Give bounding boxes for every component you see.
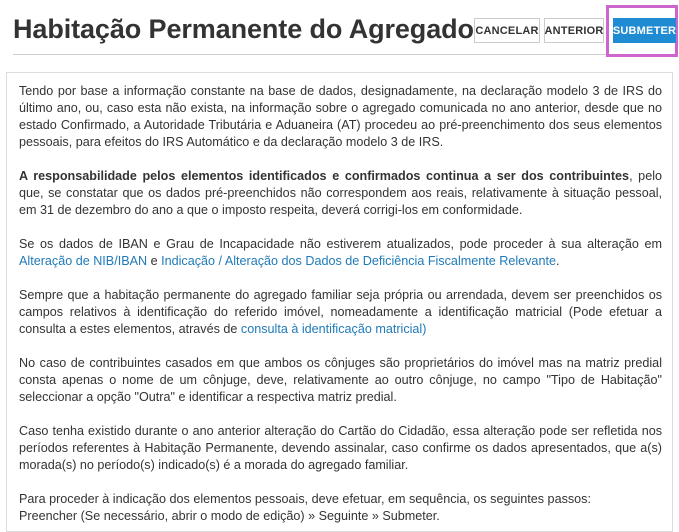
paragraph-iban [19, 236, 662, 270]
responsibility-bold-text: A responsabilidade pelos elementos identificados e confirmados continua a ser dos contribuintes [19, 169, 630, 183]
property-registry-link[interactable]: consulta à identificação matricial) [240, 322, 427, 336]
page-header [0, 0, 679, 62]
paragraph-prefill-info: Tendo por base a informação constante na base de dados, designadamente, na declaração modelo 3 de IRS do último ano, ou, caso esta não exista, na informação sobre o agregado comunicada no ano anterior, desde que no estado Confirmado, a Autoridade Tributária e Aduaneira (AT) procedeu ao pré-preenchimento dos seus elementos pessoais, para efeitos do IRS Automático e da declaração modelo 3 de IRS. [19, 84, 662, 149]
cancel-button[interactable]: CANCELAR [474, 18, 540, 43]
paragraph-property [19, 287, 662, 338]
iban-connector-text: e [147, 254, 162, 268]
page-title: Habitação Permanente do Agregado [13, 14, 474, 44]
submit-button[interactable]: SUBMETER [613, 18, 676, 43]
info-text [19, 83, 662, 525]
responsibility-text: , pelo que, se constatar que os dados pré-preenchidos não correspondem aos reais, relativamente à situação pessoal, em 31 de dezembro do ano a que o imposto respeita, deverá corrigi-los em conformidade. [19, 169, 662, 217]
paragraph-responsibility [19, 168, 662, 219]
iban-text: Se os dados de IBAN e Grau de Incapacidade não estiverem atualizados, pode proceder à sua alteração em [19, 237, 662, 251]
steps-intro-text: Para proceder à indicação dos elementos pessoais, deve efetuar, em sequência, os seguintes passos: [19, 492, 591, 506]
nib-iban-link[interactable]: Alteração de NIB/IBAN [19, 254, 148, 268]
paragraph-steps [19, 491, 662, 525]
title-divider [13, 54, 609, 55]
info-panel [6, 72, 673, 532]
paragraph-married-couples: No caso de contribuintes casados em que ambos os cônjuges são proprietários do imóvel mas na matriz predial consta apenas o nome de um cônjuge, deve, relativamente ao outro cônjuge, no campo "Tipo de Habitação" seleccionar a opção "Outra" e identificar a respectiva matriz predial. [19, 356, 662, 404]
iban-end-text: . [555, 254, 560, 268]
steps-sequence-text: Preencher (Se necessário, abrir o modo de edição) » Seguinte » Submeter. [19, 509, 440, 523]
previous-button[interactable]: ANTERIOR [544, 18, 604, 43]
disability-data-link[interactable]: Indicação / Alteração dos Dados de Deficiência Fiscalmente Relevante [161, 254, 556, 268]
submit-highlight-box [606, 5, 678, 57]
paragraph-citizen-card: Caso tenha existido durante o ano anterior alteração do Cartão do Cidadão, essa alteração pode ser refletida nos períodos referentes à Habitação Permanente, devendo assinalar, caso confirme os dados apresentados, que a(s) morada(s) no período(s) indicado(s) é a morada do agregado familiar. [19, 424, 662, 472]
property-text: Sempre que a habitação permanente do agregado familiar seja própria ou arrendada, devem ser preenchidos os campos relativos à identificação do referido imóvel, nomeadamente a identificação matricial (Pode efetuar a consulta a estes elementos, através de [19, 288, 662, 336]
